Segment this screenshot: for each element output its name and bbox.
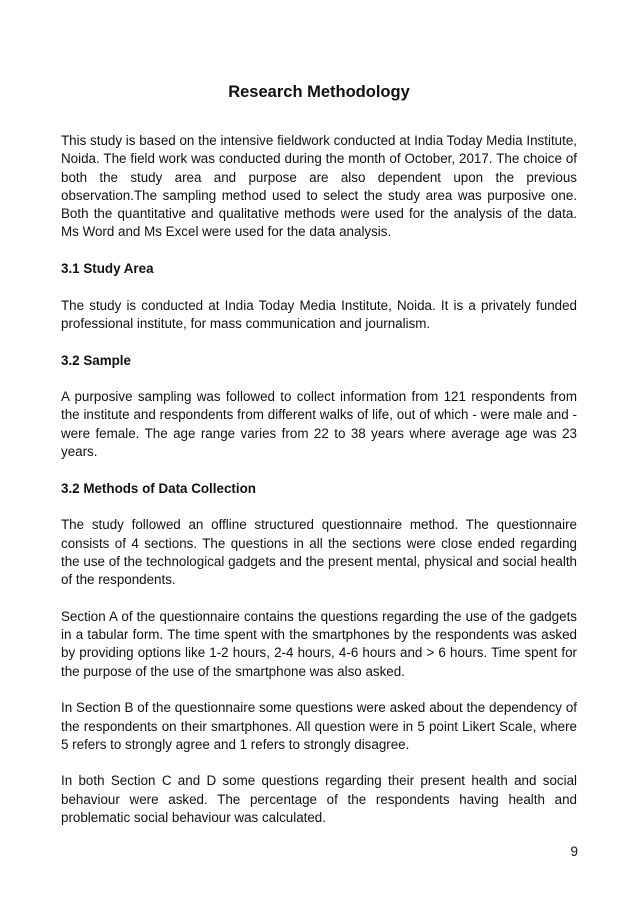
study-area-paragraph: The study is conducted at India Today Media Institute, Noida. It is a privately funded professional institute, for mass communication and journalism. [61,297,577,331]
data-collection-paragraph-4: In both Section C and D some questions regarding their present health and social behaviour were asked. The percentage of the respondents having health and problematic social behaviour was calculated. [61,773,577,825]
intro-paragraph: This study is based on the intensive fieldwork conducted at India Today Media Institute, Noida. The field work was conducted during the month of October, 2017. The choice of both the study area and purpose are also dependent upon the previous observation.The sampling method used to select the study area was purposive one. Both the quantitative and qualitative methods were used for the analysis of the data. Ms Word and Ms Excel were used for the data analysis. [61,133,577,240]
data-collection-paragraph-2: Section A of the questionnaire contains the questions regarding the use of the gadgets in a tabular form. The time spent with the smartphones by the respondents was asked by providing options like 1-2 hours, 2-4 hours, 4-6 hours and > 6 hours. Time spent for the purpose of the use of the smartphone was also asked. [61,608,577,679]
document-body [61,132,577,846]
section-heading-study-area: 3.1 Study Area [61,261,154,277]
section-heading-sample: 3.2 Sample [61,352,131,368]
data-collection-paragraph-3: In Section B of the questionnaire some questions were asked about the dependency of the respondents on their smartphones. All question were in 5 point Likert Scale, where 5 refers to strongly agree and 1 refers to strongly disagree. [61,700,577,752]
page-title: Research Methodology [228,83,410,101]
data-collection-paragraph-1: The study followed an offline structured questionnaire method. The questionnaire consists of 4 sections. The questions in all the sections were close ended regarding the use of the technological gadgets and the present mental, physical and social health of the respondents. [61,517,577,588]
page-number: 9 [570,844,578,859]
section-heading-data-collection: 3.2 Methods of Data Collection [61,480,256,496]
sample-paragraph: A purposive sampling was followed to collect information from 121 respondents from the institute and respondents from different walks of life, out of which - were male and - were female. The age range varies from 22 to 38 years where average age was 23 years. [61,389,577,460]
